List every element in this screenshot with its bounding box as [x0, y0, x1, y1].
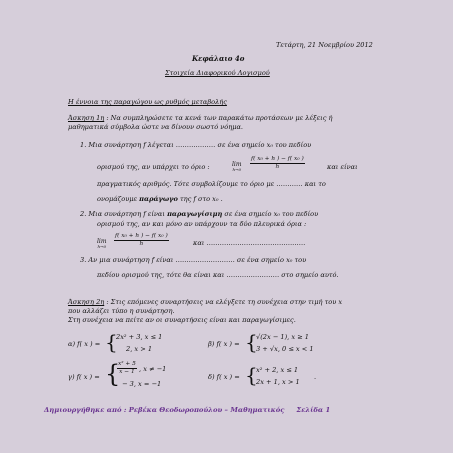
- item-1-keyword: παράγωγο: [139, 195, 178, 203]
- function-d-label: δ) f( x ) =: [208, 373, 240, 381]
- chapter-subtitle: Στοιχεία Διαφορικού Λογισμού: [165, 69, 270, 77]
- function-d-brace: {: [245, 363, 258, 387]
- exercise-2-intro-line3: Στη συνέχεια να πείτε αν οι συναρτήσεις είναι και παραγωγίσιμες.: [68, 316, 296, 324]
- exercise-2-intro-text: : Στις επόμενες συναρτήσεις να ελέγξετε τη συνέχεια στην τιμή του x: [106, 298, 343, 306]
- chapter-title: Κεφάλαιο 4ο: [192, 54, 245, 63]
- item-1-line-4c: της f στο x₀ .: [180, 195, 223, 203]
- exercise-1-intro: [68, 114, 333, 122]
- lim-subscript: h→0: [232, 167, 241, 172]
- item-1-line-4a: ονομάζουμε: [97, 195, 138, 203]
- function-b-label: β) f( x ) =: [208, 340, 240, 348]
- fraction-numerator: f( x₀ + h ) − f( x₀ ): [251, 156, 304, 162]
- difference-quotient-1: [250, 156, 305, 171]
- item-2-line-3: και ………………………………………: [193, 239, 306, 247]
- function-a-brace: {: [105, 330, 118, 354]
- exercise-1-label: Άσκηση 1η: [68, 114, 105, 122]
- function-a-label: α) f( x ) =: [68, 340, 101, 348]
- footer-author: Δημιουργήθηκε από : Ρεβέκα Θεοδωροπούλου – Μαθηματικός: [44, 406, 285, 414]
- exercise-2-intro-line2: που αλλάζει τύπο η συνάρτηση.: [68, 307, 175, 315]
- function-b-case-2: 3 + √x, 0 ≤ x < 1: [256, 345, 314, 353]
- exercise-2-label: Άσκηση 2η: [68, 298, 105, 306]
- page-footer: [44, 406, 330, 414]
- item-2-line-1: [80, 210, 318, 218]
- function-c-denominator: x − 1: [119, 369, 135, 375]
- footer-page-number: Σελίδα 1: [296, 406, 331, 414]
- date-line: Τετάρτη, 21 Νοεμβρίου 2012: [276, 41, 373, 49]
- fraction-numerator: f( x₀ + h ) − f( x₀ ): [115, 233, 168, 239]
- function-d-end: .: [314, 373, 317, 381]
- function-b-brace: {: [245, 330, 258, 354]
- limit-operator-1: [232, 162, 242, 172]
- function-b-case-1: √(2x − 1), x ≥ 1: [256, 333, 309, 341]
- function-c-label: γ) f( x ) =: [68, 373, 100, 381]
- section-title: Η έννοια της παραγώγου ως ρυθμός μεταβολής: [68, 98, 227, 106]
- item-1-line-2a: ορισμού της, αν υπάρχει το όριο :: [97, 163, 210, 171]
- item-2-keyword: παραγωγίσιμη: [167, 210, 223, 218]
- exercise-2-intro: [68, 298, 342, 306]
- lim-text: lim: [232, 161, 242, 168]
- function-c-case-2: − 3, x = −1: [122, 380, 162, 388]
- function-a-case-1: 2x² + 3, x ≤ 1: [116, 333, 163, 341]
- difference-quotient-2: [114, 233, 169, 248]
- function-c-fraction: [117, 361, 137, 376]
- item-2-line-1c: σε ένα σημείο x₀ του πεδίου: [224, 210, 319, 218]
- exercise-1-intro-line2: μαθηματικά σύμβολα ώστε να δίνουν σωστό νόημα.: [68, 123, 244, 131]
- fraction-denominator: h: [275, 164, 280, 170]
- limit-operator-2: [97, 239, 107, 249]
- item-2-line-2: ορισμού της, αν και μόνο αν υπάρχουν τα δύο πλευρικά όρια :: [97, 220, 307, 228]
- fraction-denominator: h: [139, 241, 144, 247]
- item-1-line-3: πραγματικός αριθμός. Τότε συμβολίζουμε το όριο με ………… και το: [97, 180, 326, 188]
- function-a-case-2: 2, x > 1: [126, 345, 153, 353]
- function-c-brace: {: [105, 360, 121, 388]
- item-1-line-4: [97, 195, 223, 203]
- item-1-line-1: 1. Μια συνάρτηση f λέγεται ……………… σε ένα σημείο x₀ του πεδίου: [80, 141, 312, 149]
- function-d-case-2: 2x + 1, x > 1: [256, 378, 300, 386]
- function-c-condition-1: , x ≠ −1: [139, 365, 167, 373]
- exercise-1-intro-text: : Να συμπληρώσετε τα κενά των παρακάτω προτάσεων με λέξεις ή: [106, 114, 333, 122]
- function-d-case-1: x² + 2, x ≤ 1: [256, 366, 299, 374]
- item-1-line-2b: και είναι: [327, 163, 358, 171]
- item-3-line-2: πεδίου ορισμού της, τότε θα είναι και …………………… στο σημείο αυτό.: [97, 271, 339, 279]
- function-c-numerator: x² + 5: [118, 361, 136, 367]
- lim-text: lim: [97, 238, 107, 245]
- lim-subscript: h→0: [97, 244, 106, 249]
- item-3-line-1: 3. Αν μια συνάρτηση f είναι ……………………… σε ένα σημείο x₀ του: [80, 256, 307, 264]
- item-2-line-1a: 2. Μια συνάρτηση f είναι: [80, 210, 165, 218]
